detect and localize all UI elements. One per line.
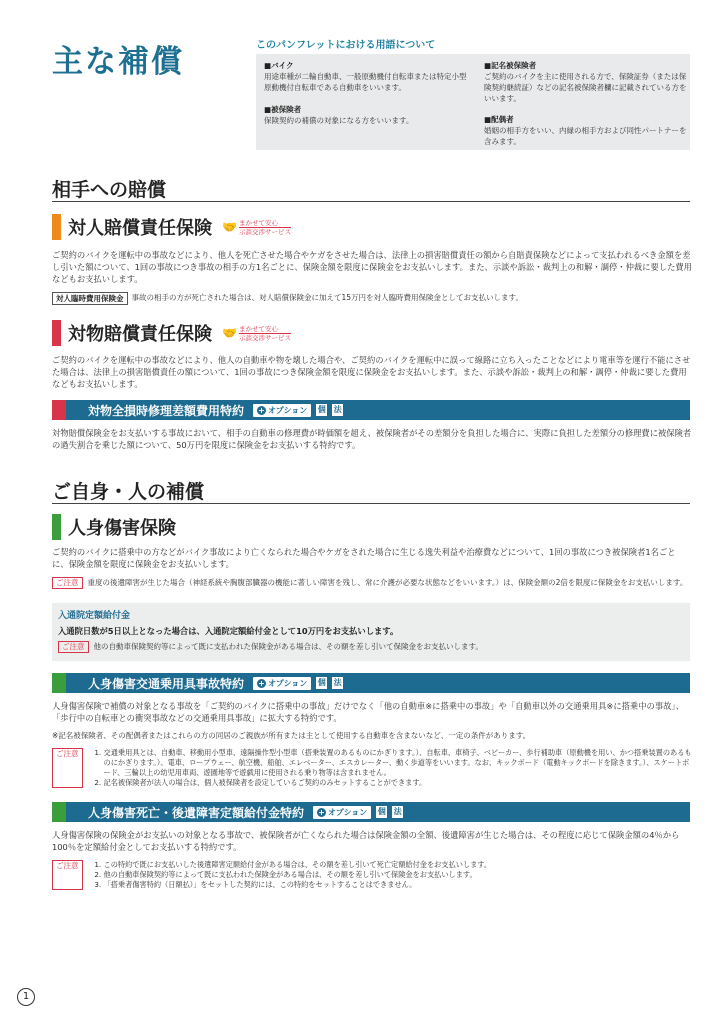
coverage-description: ご契約のバイクを運転中の事故などにより、他人を死亡させた場合やケガをさせた場合は、法律上の損害賠償責任の額から自賠責保険などによって支払われるべき金額を差し引いた額について、1回の事故につき事故の相手の方1名ごとに、保険金額を限度に保険金をお支払いします。また、示談や訴訟・裁判上の和解・調停・仲裁に要した費用などもお支払いします。 xyxy=(52,250,692,284)
coverage-heading-bodily xyxy=(52,214,291,240)
handshake-icon: 🤝 xyxy=(222,326,237,340)
option-badge: + オプション xyxy=(253,677,311,690)
rider-band xyxy=(52,802,690,822)
page-number: 1 xyxy=(17,988,35,1006)
section-divider xyxy=(52,503,690,504)
coverage-title: 対物賠償責任保険 xyxy=(68,324,212,345)
section-title-liability: 相手への賠償 xyxy=(52,179,167,201)
coverage-description: ご契約のバイクを運転中の事故などにより、他人の自動車や物を壊した場合や、ご契約のバイクを運転中に誤って線路に立ち入ったことなどにより電車等を運行不能にさせた場合は、法律上の損害賠償責任の額について、1回の事故につき保険金額を限度に保険金をお支払いします。また、示談や訴訟・裁判上の和解・調停・仲裁に要した費用などもお支払いします。 xyxy=(52,355,691,389)
badge-top: まかせて安心 xyxy=(238,324,278,333)
rider-description: 人身傷害保険の保険金がお支払いの対象となる事故で、被保険者が亡くなられた場合は保険金額の全額、後遺障害が生じた場合は、その程度に応じて保険金額の4％から100％を定額給付金としてお支払いする特約です。 xyxy=(52,830,680,852)
caution-label: ご注意 xyxy=(58,641,89,653)
section-title-personal: ご自身・人の補償 xyxy=(52,481,205,503)
badge-top: まかせて安心 xyxy=(238,218,278,227)
coverage-title: 対人賠償責任保険 xyxy=(68,218,212,239)
caution-label: ご注意 xyxy=(52,748,83,788)
coverage-color-bar xyxy=(52,514,61,540)
glossary xyxy=(256,36,690,148)
caution-item: 2. 記名被保険者が法人の場合は、個人被保険者を設定しているご契約のみセットすることができます。 xyxy=(104,778,693,788)
temp-expense-note xyxy=(52,292,692,305)
glossary-term-title: ■ 被保険者 xyxy=(264,104,470,115)
caution-note xyxy=(58,641,483,653)
glossary-term-desc: ご契約のバイクを主に使用される方で、保険証券（または保険契約継続証）などの記名被保険者欄に記載されている方をいいます。 xyxy=(484,72,687,103)
caution-item: 1. この特約で既にお支払いした後遺障害定額給付金がある場合は、その額を差し引いて死亡定額給付金をお支払いします。 xyxy=(104,860,492,870)
caution-label: ご注意 xyxy=(52,860,83,890)
corporate-badge: 法 xyxy=(333,678,342,687)
caution-item: 2. 他の自動車保険契約等によって既に支払われた保険金がある場合は、その額を差し引いて保険金をお支払いします。 xyxy=(104,870,492,880)
plus-icon: + xyxy=(258,405,265,415)
settlement-badge xyxy=(222,325,291,342)
settlement-badge xyxy=(222,219,291,236)
rider-accent xyxy=(52,802,66,822)
rider-description: 対物賠償保険金をお支払いする事故において、相手の自動車の修理費が時価額を超え、被保険者がその差額分を負担した場合に、実際に負担した差額分の修理費に被保険者の過失割合を乗じた額について、50万円を限度に保険金をお支払いする特約です。 xyxy=(52,428,692,450)
rider-band xyxy=(52,400,690,420)
option-badge: + オプション xyxy=(253,404,311,417)
caution-text: 重度の後遺障害が生じた場合（神経系統や胸腹部臓器の機能に著しい障害を残し、常に介護が必要な状態などをいいます。）は、保険金額の2倍を限度に保険金をお支払いします。 xyxy=(87,578,688,587)
caution-list xyxy=(52,748,692,788)
temp-expense-tag: 対人臨時費用保険金 xyxy=(52,292,128,305)
hospital-benefit-text: 入通院日数が5日以上となった場合は、入通院定額給付金として10万円をお支払いします。 xyxy=(58,626,399,636)
glossary-term xyxy=(264,104,470,126)
coverage-heading-personal xyxy=(52,514,176,540)
badge-bottom: 示談交渉サービス xyxy=(238,333,291,342)
coverage-heading-property xyxy=(52,320,291,346)
rider-accent xyxy=(52,673,66,693)
glossary-term xyxy=(264,60,470,93)
glossary-term xyxy=(484,60,690,104)
rider-description: 人身傷害保険で補償の対象となる事故を「ご契約のバイクに搭乗中の事故」だけでなく「他の自動車※に搭乗中の事故」や「自動車以外の交通乗用具※に搭乗中の事故」、「歩行中の自転車との衝突事故などの交通乗用具事故」に拡大する特約です。 xyxy=(52,701,684,723)
glossary-box xyxy=(256,54,690,150)
page-title: 主な補償 xyxy=(52,44,184,80)
glossary-term xyxy=(484,114,690,147)
temp-expense-text: 事故の相手の方が死亡された場合は、対人賠償保険金に加えて15万円を対人臨時費用保険金としてお支払いします。 xyxy=(131,293,523,302)
plus-icon: + xyxy=(318,807,325,817)
corporate-badge: 法 xyxy=(333,405,342,414)
rider-band xyxy=(52,673,690,693)
corporate-badge: 法 xyxy=(393,807,402,816)
caution-label: ご注意 xyxy=(52,577,83,589)
coverage-description: ご契約のバイクに搭乗中の方などがバイク事故により亡くなられた場合やケガをされた場合に生じる逸失利益や治療費などについて、1回の事故につき被保険者1名ごとに、保険金額を限度に保険金をお支払いします。 xyxy=(52,547,676,569)
rider-accent xyxy=(52,400,66,420)
caution-item: 3. 「搭乗者傷害特約（日額払）」をセットした契約には、この特約をセットすることはできません。 xyxy=(104,880,492,890)
option-badge: + オプション xyxy=(313,806,371,819)
handshake-icon: 🤝 xyxy=(222,220,237,234)
glossary-term-title: ■ バイク xyxy=(264,60,470,71)
individual-badge: 個 xyxy=(317,678,326,687)
rider-footnote: ※記名被保険者、その配偶者またはこれらの方の同居のご親族が所有または主として使用する自動車を含まないなど、一定の条件があります。 xyxy=(52,731,531,740)
caution-list xyxy=(52,860,692,890)
caution-text: 他の自動車保険契約等によって既に支払われた保険金がある場合は、その額を差し引いて保険金をお支払いします。 xyxy=(93,642,483,651)
glossary-term-title: ■ 配偶者 xyxy=(484,114,690,125)
glossary-term-desc: 用途車種が二輪自動車、一般原動機付自転車または特定小型原動機付自転車である自動車をいいます。 xyxy=(264,72,467,92)
caution-note xyxy=(52,577,692,589)
caution-item: 1. 交通乗用具とは、自動車、移動用小型車、遠隔操作型小型車（搭乗装置のあるものにかぎります。）、自転車、車椅子、ベビーカー、歩行補助車（原動機を用い、かつ搭乗装置のあるものにかぎります。）、電車、ロープウェー、航空機、船舶、エレベーター、エスカレーター、動く歩道等をいいます。なお、キックボード（電動キックボードを除きます。）、スケートボード、三輪以上の幼児用車両、遊園地等で遊戯用に使用される乗り物等は含まれません。 xyxy=(104,748,693,778)
hospital-benefit-title: 入通院定額給付金 xyxy=(58,611,131,621)
individual-badge: 個 xyxy=(317,405,326,414)
hospital-benefit-box xyxy=(52,603,690,661)
glossary-term-desc: 保険契約の補償の対象になる方をいいます。 xyxy=(264,116,414,125)
rider-title: 人身傷害交通乗用具事故特約 xyxy=(88,676,245,691)
individual-badge: 個 xyxy=(377,807,386,816)
badge-bottom: 示談交渉サービス xyxy=(238,227,291,236)
coverage-color-bar xyxy=(52,214,61,240)
glossary-term-desc: 婚姻の相手方をいい、内縁の相手方および同性パートナーを含みます。 xyxy=(484,126,687,146)
rider-title: 人身傷害死亡・後遺障害定額給付金特約 xyxy=(88,805,305,820)
coverage-color-bar xyxy=(52,320,61,346)
rider-title: 対物全損時修理差額費用特約 xyxy=(88,403,245,418)
glossary-term-title: ■ 記名被保険者 xyxy=(484,60,690,71)
section-divider xyxy=(52,201,690,202)
coverage-title: 人身傷害保険 xyxy=(68,518,176,539)
glossary-heading: このパンフレットにおける用語について xyxy=(256,40,436,51)
plus-icon: + xyxy=(258,678,265,688)
